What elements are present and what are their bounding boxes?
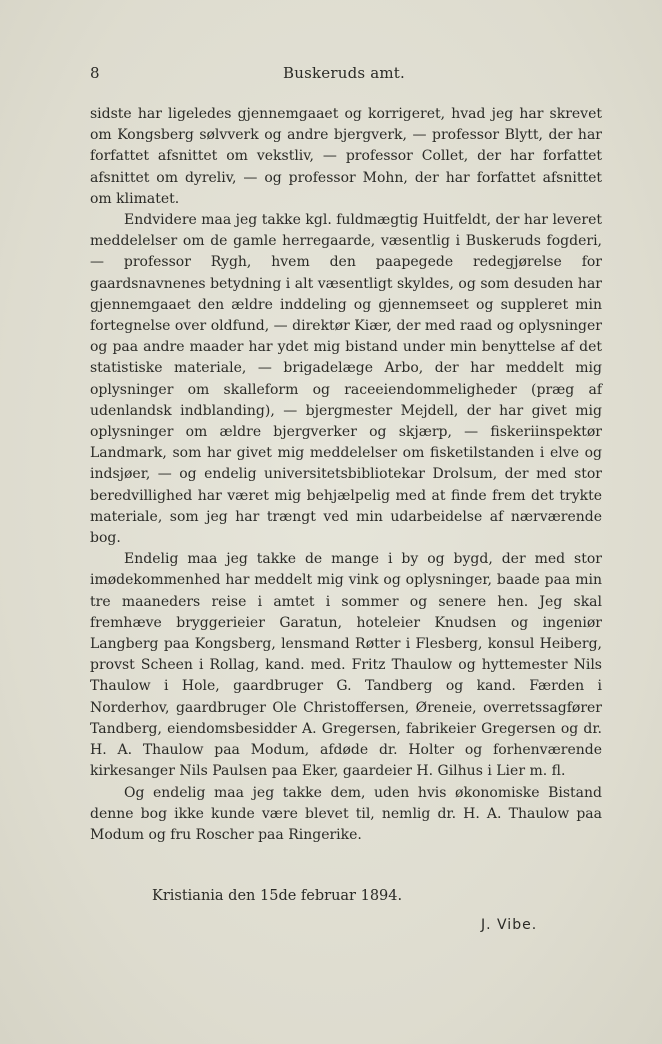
page-number: 8 [90,64,100,82]
body-text [90,104,602,846]
paragraph-thanks-funders: Og endelig maa jeg takke dem, uden hvis økonomiske Bistand denne bog ikke kunde være blevet til, nemlig dr. H. A. Thaulow paa Modum og fru Roscher paa Ringerike. [90,784,602,843]
paragraph-thanks-contributors: Endvidere maa jeg takke kgl. fuldmægtig Huitfeldt, der har leveret meddelelser om de gamle herregaarde, væsentlig i Buskeruds fogderi, — professor Rygh, hvem den paapegede redegjørelse for gaardsnavnenes betydning i alt væsentligt skyldes, og som desuden har gjennemgaaet den ældre inddeling og gjennemseet og suppleret min fortegnelse over oldfund, — direktør Kiær, der med raad og oplysninger og paa andre maader har ydet mig bistand under min benyttelse af det statistiske materiale, — brigadelæge Arbo, der har meddelt mig oplysninger om skalleform og raceeiendommeligheder (præg af udenlandsk indblanding), — bjergmester Mejdell, der har givet mig oplysninger om ældre bjergverker og skjærp, — fiskeriinspektør Landmark, som har givet mig meddelelser om fisketilstanden i elve og indsjøer, — og endelig universitetsbibliotekar Drolsum, der med stor beredvillighed har været mig behjælpelig med at finde frem det trykte materiale, som jeg har trængt ved min udarbeidelse af nærværende bog. [90,212,602,547]
date-line: Kristiania den 15de februar 1894. [152,888,403,904]
paragraph-continued: sidste har ligeledes gjennemgaaet og korrigeret, hvad jeg har skrevet om Kongsberg sølvverk og andre bjergverk, — professor Blytt, der har forfattet afsnittet om vekstliv, — professor Collet, der har forfattet afsnittet om dyreliv, — og professor Mohn, der har forfattet afsnittet om klimatet. [90,106,602,207]
paragraph-thanks-locals: Endelig maa jeg takke de mange i by og bygd, der med stor imødekommenhed har meddelt mig vink og oplysninger, baade paa min tre maaneders reise i amtet i sommer og senere hen. Jeg skal fremhæve bryggerieier Garatun, hoteleier Knudsen og ingeniør Langberg paa Kongsberg, lensmand Røtter i Flesberg, konsul Heiberg, provst Scheen i Rollag, kand. med. Fritz Thaulow og hyttemester Nils Thaulow i Hole, gaardbruger G. Tandberg og kand. Færden i Norderhov, gaardbruger Ole Christoffersen, Øreneie, overretssagfører Tandberg, eiendomsbesidder A. Gregersen, fabrikeier Gregersen og dr. H. A. Thaulow paa Modum, afdøde dr. Holter og forhenværende kirkesanger Nils Paulsen paa Eker, gaardeier H. Gilhus i Lier m. fl. [90,551,602,780]
running-title: Buskeruds amt. [282,64,405,82]
author-signature: J. Vibe. [481,917,538,933]
